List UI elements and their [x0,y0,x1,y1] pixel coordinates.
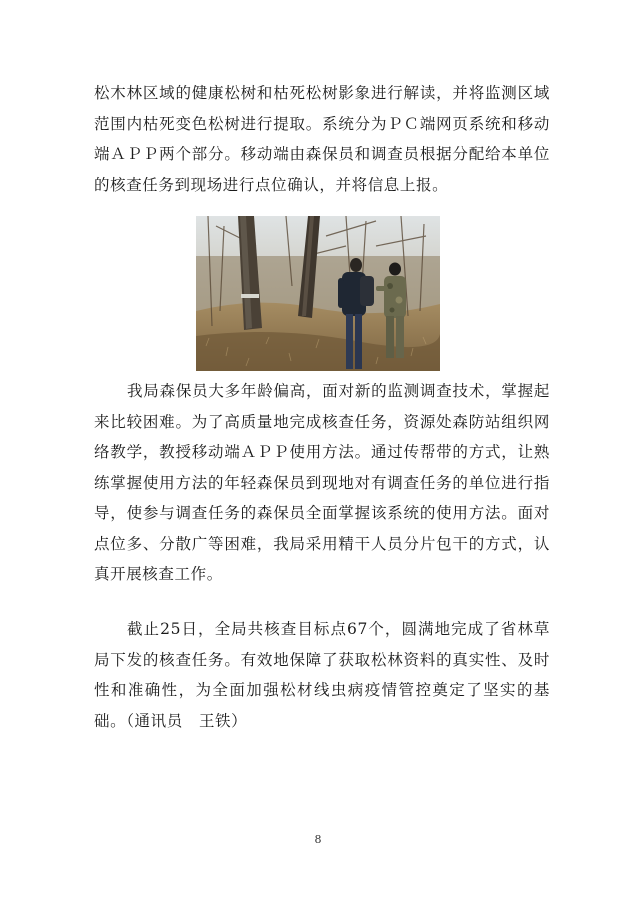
paragraph-1: 松木林区域的健康松树和枯死松树影象进行解读，并将监测区域范围内枯死变色松树进行提取。系统分为ＰＣ端网页系统和移动端ＡＰＰ两个部分。移动端由森保员和调查员根据分配给本单位的核查任务到现场进行点位确认，并将信息上报。 [94,84,550,194]
forest-workers-image [196,216,440,371]
field-survey-photo [196,216,440,371]
paragraph-3: 截止25日，全局共核查目标点67个，圆满地完成了省林草局下发的核查任务。有效地保障了获取松林资料的真实性、及时性和准确性，为全面加强松材线虫病疫情管控奠定了坚实的基础。（通讯员 王铁） [94,620,550,730]
page-number: 8 [314,833,322,846]
paragraph-2: 我局森保员大多年龄偏高，面对新的监测调查技术，掌握起来比较困难。为了高质量地完成核查任务，资源处森防站组织网络教学，教授移动端ＡＰＰ使用方法。通过传帮带的方式，让熟练掌握使用方法的年轻森保员到现地对有调查任务的单位进行指导，使参与调查任务的森保员全面掌握该系统的使用方法。面对点位多、分散广等困难，我局采用精干人员分片包干的方式，认真开展核查工作。 [94,382,550,583]
